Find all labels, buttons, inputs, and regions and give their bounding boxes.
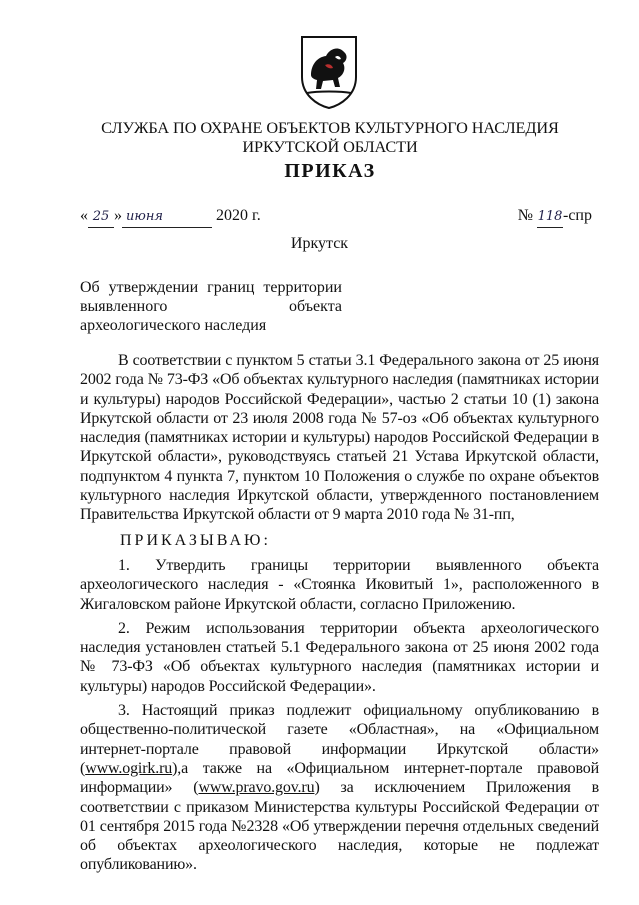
order-item-1: 1. Утвердить границы территории выявленного объекта археологического наследия - «Стоянка Иковитый 1», расположенного в Жигаловском районе Иркутской области, согласно Приложению. [80, 556, 599, 613]
organization-name-line2: ИРКУТСКОЙ ОБЛАСТИ [242, 137, 418, 156]
city-name: Иркутск [290, 235, 349, 252]
item3-text-part1: 3. Настоящий приказ подлежит официальному опубликованию в общественно-политической газете «Областная», на «Официальном интернет-портале правовой информации Иркутской области» ( [80, 702, 599, 777]
number-prefix: № [517, 207, 533, 224]
order-item-2: 2. Режим использования территории объекта археологического наследия установлен статьей 5.1 Федерального закона от 25 июня 2002 года № 73-ФЗ «Об объектах культурного наследия (памятниках истории и культуры) народов Российской Федерации». [80, 619, 599, 695]
date-month-field [122, 206, 212, 228]
document-body [80, 351, 599, 880]
date-open-quote: « [80, 207, 88, 224]
organization-name-line1: СЛУЖБА ПО ОХРАНЕ ОБЪЕКТОВ КУЛЬТУРНОГО НАСЛЕДИЯ [101, 118, 559, 137]
order-item-3 [80, 701, 599, 875]
document-type-title: ПРИКАЗ [284, 160, 376, 182]
preamble-paragraph: В соответствии с пунктом 5 статьи 3.1 Федерального закона от 25 июня 2002 года № 73-ФЗ «Об объектах культурного наследия (памятниках истории и культуры) народов Российской Федерации», частью 2 статьи 10 (1) закона Иркутской области от 23 июля 2008 года № 57-оз «Об объектах культурного наследия (памятниках истории и культуры) народов Российской Федерации в Иркутской области», руководствуясь статьей 21 Устава Иркутской области, подпунктом 4 пункта 7, пунктом 10 Положения о службе по охране объектов культурного наследия Иркутской области, утвержденного постановлением Правительства Иркутской области от 9 марта 2010 года № 31-пп, [80, 352, 599, 524]
document-date [80, 206, 261, 228]
order-keyword: ПРИКАЗЫВАЮ: [120, 531, 271, 549]
document-number [518, 206, 592, 228]
date-month-handwritten: июня [126, 209, 163, 224]
number-field [537, 206, 563, 228]
date-day-handwritten: 25 [92, 209, 110, 224]
coat-of-arms-emblem [299, 35, 359, 109]
item3-text-part3: ) за исключением Приложения в соответствии с приказом Министерства культуры Российской Федерации от 01 сентября 2015 года №2328 «Об утверждении перечня отдельных сведений об объектах археологического наследия, которые не подлежат опубликованию». [80, 779, 599, 874]
date-close-quote: » [114, 207, 122, 224]
organization-name [60, 118, 600, 156]
order-subject: Об утверждении границ территории выявленного объекта археологического наследия [80, 279, 342, 334]
number-handwritten: 118 [537, 209, 563, 224]
ogirk-link[interactable]: www.ogirk.ru [85, 759, 173, 777]
pravo-link[interactable]: www.pravo.gov.ru [198, 779, 315, 797]
date-day-field [88, 206, 114, 228]
item3-text-part2: ),а также на «Официальном интернет-портале правовой информации» ( [80, 759, 599, 797]
date-year: 2020 г. [216, 207, 261, 224]
number-suffix: -спр [563, 207, 592, 224]
